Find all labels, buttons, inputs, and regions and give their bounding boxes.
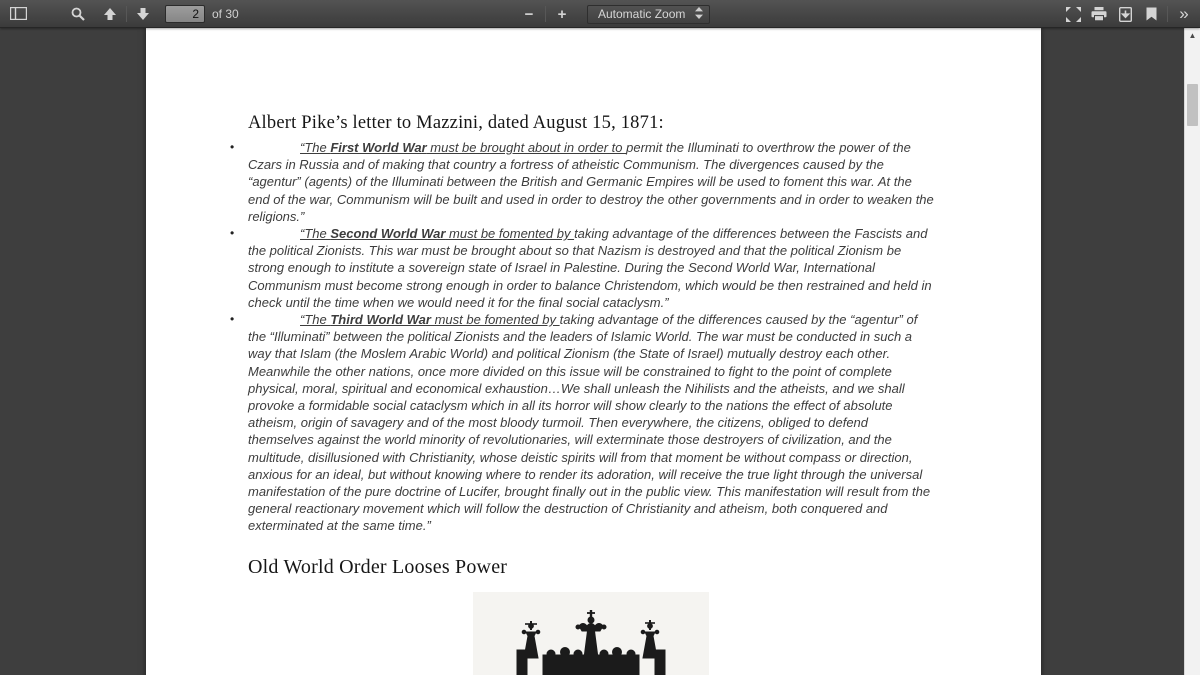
- chevron-updown-icon: [695, 7, 703, 22]
- bullet-item-first-world-war: [230, 139, 934, 225]
- bullet-item-second-world-war: [230, 225, 934, 311]
- sidebar-toggle-icon: [10, 7, 27, 20]
- document-title: Albert Pike’s letter to Mazzini, dated August 15, 1871:: [248, 113, 664, 133]
- previous-page-button[interactable]: [97, 2, 123, 26]
- next-page-icon: [136, 7, 150, 21]
- section-heading: Old World Order Looses Power: [248, 555, 508, 578]
- more-tools-button[interactable]: [1171, 2, 1197, 26]
- page-number-input[interactable]: [165, 5, 205, 23]
- next-page-button[interactable]: [130, 2, 156, 26]
- quote-run: permit the Illuminati to overthrow the power of the Czars in Russia and of making that country a fortress of atheistic Communism. The divergences caused by the “agentur” (agents) of the Illuminati between the British and Germanic Empires will be used to foment this war. At the end of the war, Communism will be built and used in order to destroy the other governments and in order to weaken the religions.”: [248, 140, 934, 224]
- vertical-scrollbar[interactable]: [1184, 28, 1200, 675]
- quote-run: “The: [300, 312, 331, 328]
- quote-run-bold: Third World War: [330, 312, 431, 328]
- toolbar-zoom-group: [516, 0, 710, 28]
- previous-page-icon: [103, 7, 117, 21]
- sidebar-toggle-button[interactable]: [5, 2, 31, 26]
- zoom-in-button[interactable]: [549, 2, 575, 26]
- toolbar-separator: [545, 6, 546, 22]
- toolbar-left-group: [5, 2, 239, 26]
- bullet-marker: •: [230, 140, 235, 154]
- presentation-mode-icon: [1066, 7, 1081, 22]
- print-button[interactable]: [1086, 2, 1112, 26]
- quote-run: “The: [300, 226, 331, 242]
- engraving-illustration: [473, 592, 709, 675]
- search-icon: [71, 7, 85, 21]
- zoom-out-button[interactable]: [516, 2, 542, 26]
- quote-run: taking advantage of the differences between the Fascists and the political Zionists. This war must be brought about so that Nazism is destroyed and that the political Zionism be strong enough to institute a sovereign state of Israel in Palestine. During the Second World War, International Communism must become strong enough in order to balance Christendom, which would be then restrained and held in check until the time when we would need it for the final social cataclysm.”: [248, 226, 932, 310]
- print-icon: [1091, 7, 1107, 21]
- zoom-out-icon: −: [524, 5, 534, 23]
- download-icon: [1119, 7, 1132, 22]
- page-count-label: of 30: [212, 6, 239, 21]
- quote-run: “The: [300, 140, 331, 155]
- bullet-list: [230, 139, 934, 535]
- search-button[interactable]: [65, 2, 91, 26]
- toolbar-separator: [126, 6, 127, 22]
- double-chevron-right-icon: »: [1179, 3, 1189, 23]
- pdf-toolbar: [0, 0, 1200, 28]
- bullet-item-third-world-war: [230, 311, 934, 535]
- bullet-marker: •: [230, 312, 235, 327]
- quote-run: taking advantage of the differences caused by the “agentur” of the “Illuminati” between the political Zionists and the leaders of Islamic World. The war must be conducted in such a way that Islam (the Moslem Arabic World) and political Zionism (the State of Israel) mutually destroy each other. Meanwhile the other nations, once more divided on this issue will be constrained to fight to the point of complete physical, moral, spiritual and economical exhaustion…We shall unleash the Nihilists and the atheists, and we shall provoke a formidable social cataclysm which in all its horror will show clearly to the nations the effect of absolute atheism, origin of savagery and of the most bloody turmoil. Then everywhere, the citizens, obliged to defend themselves against the world minority of revolutionaries, will exterminate those destroyers of civilization, and the multitude, disillusioned with Christianity, whose deistic spirits will from that moment be without compass or direction, anxious for an ideal, but without knowing where to render its adoration, will receive the true light through the universal manifestation of the pure doctrine of Lucifer, brought finally out in the public view. This manifestation will result from the general reactionary movement which will follow the destruction of Christianity and atheism, both conquered and exterminated at the same time.”: [248, 312, 931, 534]
- scrollbar-thumb[interactable]: [1187, 84, 1198, 126]
- quote-run-bold: Second World War: [330, 226, 446, 242]
- scroll-up-arrow-icon[interactable]: ▲: [1188, 30, 1197, 40]
- bookmark-button[interactable]: [1138, 2, 1164, 26]
- quote-run: must be fomented by: [430, 312, 560, 328]
- presentation-mode-button[interactable]: [1060, 2, 1086, 26]
- bullet-marker: •: [230, 226, 235, 241]
- toolbar-separator: [1167, 6, 1168, 22]
- pdf-page: [146, 28, 1041, 675]
- zoom-in-icon: +: [557, 5, 567, 23]
- quote-run: must be fomented by: [445, 226, 575, 242]
- toolbar-right-group: [1060, 0, 1197, 28]
- quote-run-bold: First World War: [330, 140, 427, 155]
- zoom-select[interactable]: [587, 5, 710, 24]
- pdf-viewer-area: [0, 28, 1184, 675]
- bookmark-icon: [1146, 7, 1157, 21]
- quote-run: must be brought about in order to: [426, 140, 627, 155]
- zoom-select-value: Automatic Zoom: [598, 7, 686, 21]
- download-button[interactable]: [1112, 2, 1138, 26]
